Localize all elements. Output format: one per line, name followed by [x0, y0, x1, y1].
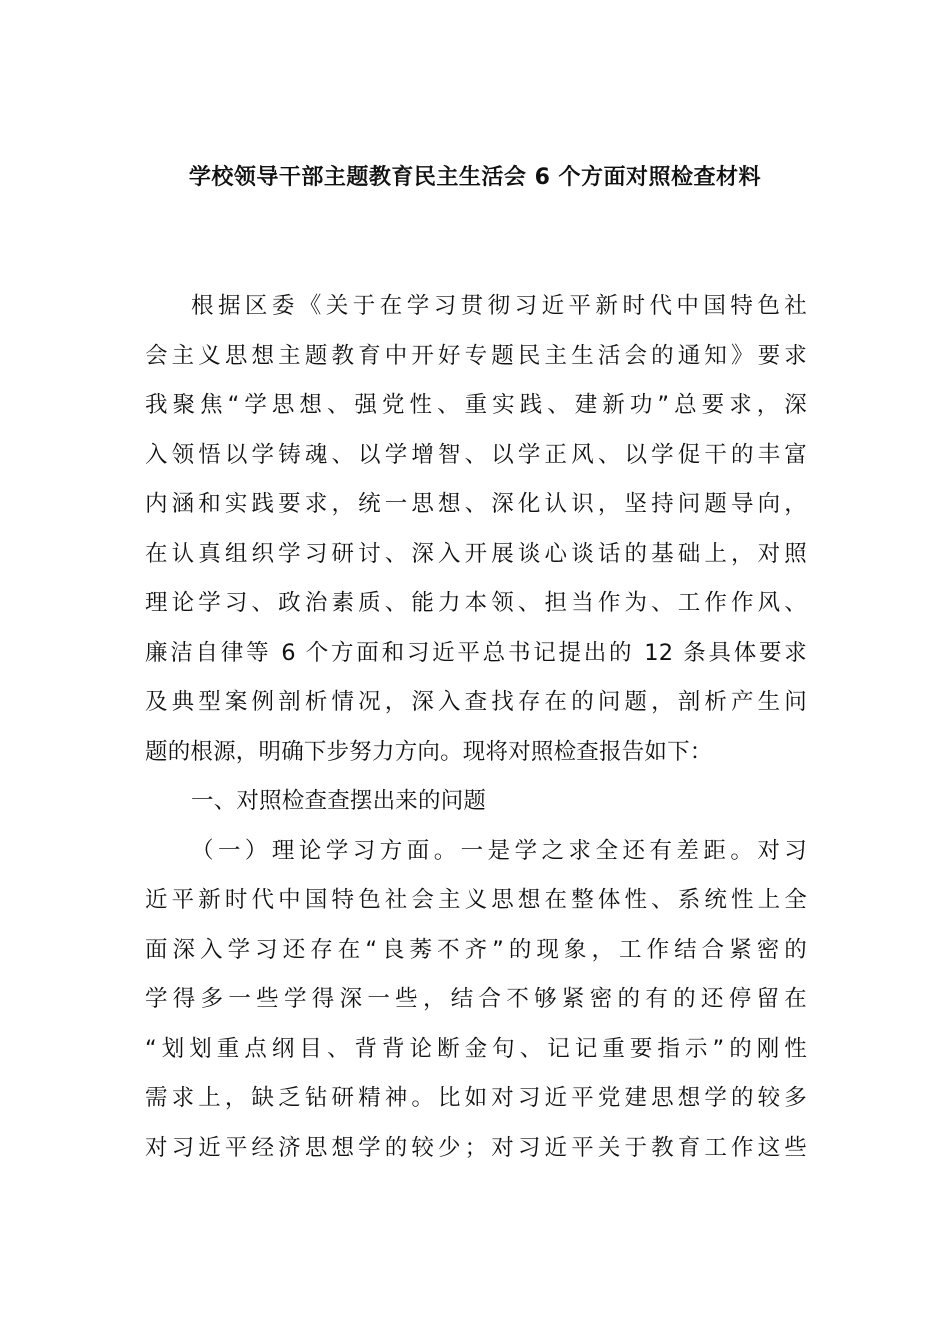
paragraph-line: 我聚焦“学思想、强党性、重实践、建新功”总要求，深 — [145, 392, 807, 418]
paragraph-line: 会主义思想主题教育中开好专题民主生活会的通知》要求 — [145, 342, 807, 369]
paragraph-line: 入领悟以学铸魂、以学增智、以学正风、以学促干的丰富 — [145, 441, 807, 468]
paragraph-line: 题的根源，明确下步努力方向。现将对照检查报告如下： — [145, 738, 713, 765]
document-title: 学校领导干部主题教育民主生活会 6 个方面对照检查材料 — [188, 165, 762, 190]
paragraph-line: 理论学习、政治素质、能力本领、担当作为、工作作风、 — [145, 590, 807, 616]
section-heading: 一、对照检查查摆出来的问题 — [191, 788, 487, 814]
paragraph-line: 学得多一些学得深一些，结合不够紧密的有的还停留在 — [145, 986, 807, 1012]
paragraph-line: 根据区委《关于在学习贯彻习近平新时代中国特色社 — [191, 293, 807, 319]
paragraph-line: 近平新时代中国特色社会主义思想在整体性、系统性上全 — [145, 887, 807, 913]
paragraph-line: 廉洁自律等 6 个方面和习近平总书记提出的 12 条具体要求 — [145, 639, 807, 666]
paragraph-line: 及典型案例剖析情况，深入查找存在的问题，剖析产生问 — [145, 689, 807, 715]
document-body — [145, 282, 807, 1173]
paragraph-line: （一）理论学习方面。一是学之求全还有差距。对习 — [191, 837, 807, 864]
paragraph-line: 需求上，缺乏钻研精神。比如对习近平党建思想学的较多 — [145, 1085, 807, 1111]
paragraph-line: “划划重点纲目、背背论断金句、记记重要指示”的刚性 — [145, 1035, 807, 1062]
paragraph-line: 面深入学习还存在“良莠不齐”的现象，工作结合紧密的 — [145, 936, 807, 963]
paragraph-line: 内涵和实践要求，统一思想、深化认识，坚持问题导向， — [145, 491, 807, 517]
paragraph-line: 对习近平经济思想学的较少；对习近平关于教育工作这些 — [145, 1134, 807, 1161]
paragraph-line: 在认真组织学习研讨、深入开展谈心谈话的基础上，对照 — [145, 540, 807, 567]
